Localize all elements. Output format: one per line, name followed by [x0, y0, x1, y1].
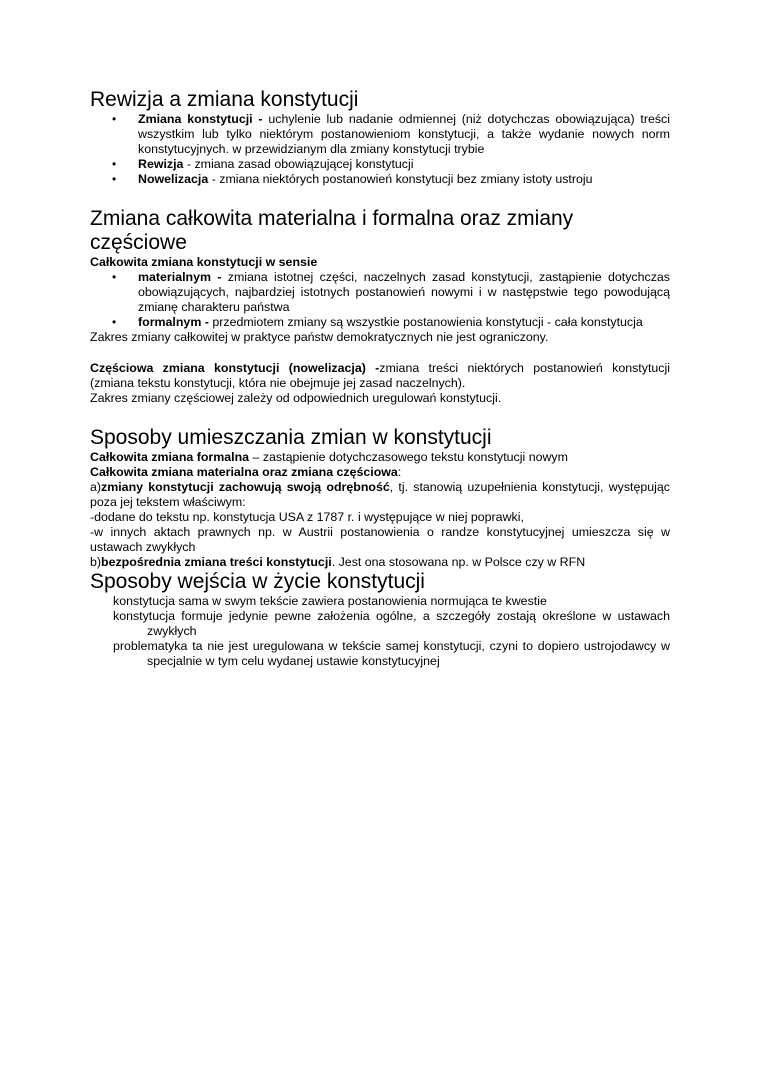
list-item — [138, 270, 670, 315]
definition: zmiana treści niektórych postanowień konstytucji (zmiana tekstu konstytucji, która nie obejmuje jej zasad naczelnych). — [90, 361, 670, 390]
section-heading-zmiana-calkowita: Zmiana całkowita materialna i formalna oraz zmiany częściowe — [90, 207, 574, 254]
list-item — [138, 157, 670, 172]
paragraph: a)zmiany konstytucji zachowują swoją odrębność, tj. stanowią uzupełnienia konstytucji, występując poza jej tekstem właściwym: — [90, 480, 670, 509]
definition: przedmiotem zmiany są wszystkie postanowienia konstytucji - cała konstytucja — [208, 315, 643, 329]
document-page — [90, 88, 670, 669]
definition: – zastąpienie dotychczasowego tekstu konstytucji nowym — [249, 450, 568, 464]
paragraph: -w innych aktach prawnych np. w Austrii postanowienia o randze konstytucyjnej umieszcza się w ustawach zwykłych — [90, 525, 670, 554]
term: formalnym - — [138, 315, 209, 329]
list-item: problematyka ta nie jest uregulowana w tekście samej konstytucji, czyni to dopiero ustrojodawcy w specjalnie w tym celu wydanej ustawie konstytucyjnej — [113, 639, 670, 668]
paragraph — [90, 450, 670, 465]
term: Zmiana konstytucji - — [138, 112, 263, 126]
section-heading-sposoby-wejscia: Sposoby wejścia w życie konstytucji — [90, 570, 425, 593]
term: Rewizja — [138, 157, 184, 171]
paragraph: Całkowita zmiana materialna oraz zmiana częściowa: — [90, 465, 402, 479]
definition: - zmiana zasad obowiązującej konstytucji — [183, 157, 414, 171]
paragraph: Zakres zmiany całkowitej w praktyce państw demokratycznych nie jest ograniczony. — [90, 330, 549, 344]
list-item — [138, 172, 670, 187]
term: materialnym - — [138, 270, 222, 284]
definition: uchylenie lub nadanie odmiennej (niż dotychczas obowiązująca) treści wszystkim lub tylko niektórym postanowieniom konstytucji, a także wydanie nowych norm konstytucyjnych. w przewidzianym dla zmiany konstytucji trybie — [138, 112, 670, 156]
term: Całkowita zmiana formalna — [90, 450, 250, 464]
list-item: konstytucja sama w swym tekście zawiera postanowienia normująca te kwestie — [113, 594, 547, 608]
section-heading-sposoby-umieszczania: Sposoby umieszczania zmian w konstytucji — [90, 426, 492, 449]
list-sposoby-wejscia — [90, 594, 670, 669]
term: bezpośrednia zmiana treści konstytucji — [101, 555, 332, 569]
list-item — [138, 112, 670, 157]
section-heading-rewizja: Rewizja a zmiana konstytucji — [90, 88, 359, 111]
list-item: konstytucja formuje jedynie pewne założenia ogólne, a szczegóły zostają określone w ustawach zwykłych — [113, 609, 670, 638]
term: Całkowita zmiana materialna oraz zmiana częściowa — [90, 465, 398, 479]
term: Nowelizacja — [138, 172, 209, 186]
paragraph: Zakres zmiany częściowej zależy od odpowiednich uregulowań konstytucji. — [90, 391, 502, 405]
paragraph: b)bezpośrednia zmiana treści konstytucji. Jest ona stosowana np. w Polsce czy w RFN — [90, 555, 586, 569]
list-item — [138, 315, 670, 330]
bullet-list-sensy — [90, 270, 670, 330]
paragraph: -dodane do tekstu np. konstytucja USA z 1787 r. i występujące w niej poprawki, — [90, 510, 524, 524]
term: Częściowa zmiana konstytucji (nowelizacja) - — [90, 361, 380, 375]
term: zmiany konstytucji zachowują swoją odrębność — [101, 480, 390, 494]
definition: - zmiana niektórych postanowień konstytucji bez zmiany istoty ustroju — [208, 172, 593, 186]
paragraph — [90, 361, 670, 391]
bullet-list-definitions — [90, 112, 670, 187]
definition: zmiana istotnej części, naczelnych zasad konstytucji, zastąpienie dotychczas obowiązujących, najbardziej istotnych postanowień nowymi i w następstwie tego powodującą zmianę charakteru państwa — [138, 270, 670, 314]
subheading: Całkowita zmiana konstytucji w sensie — [90, 255, 318, 269]
